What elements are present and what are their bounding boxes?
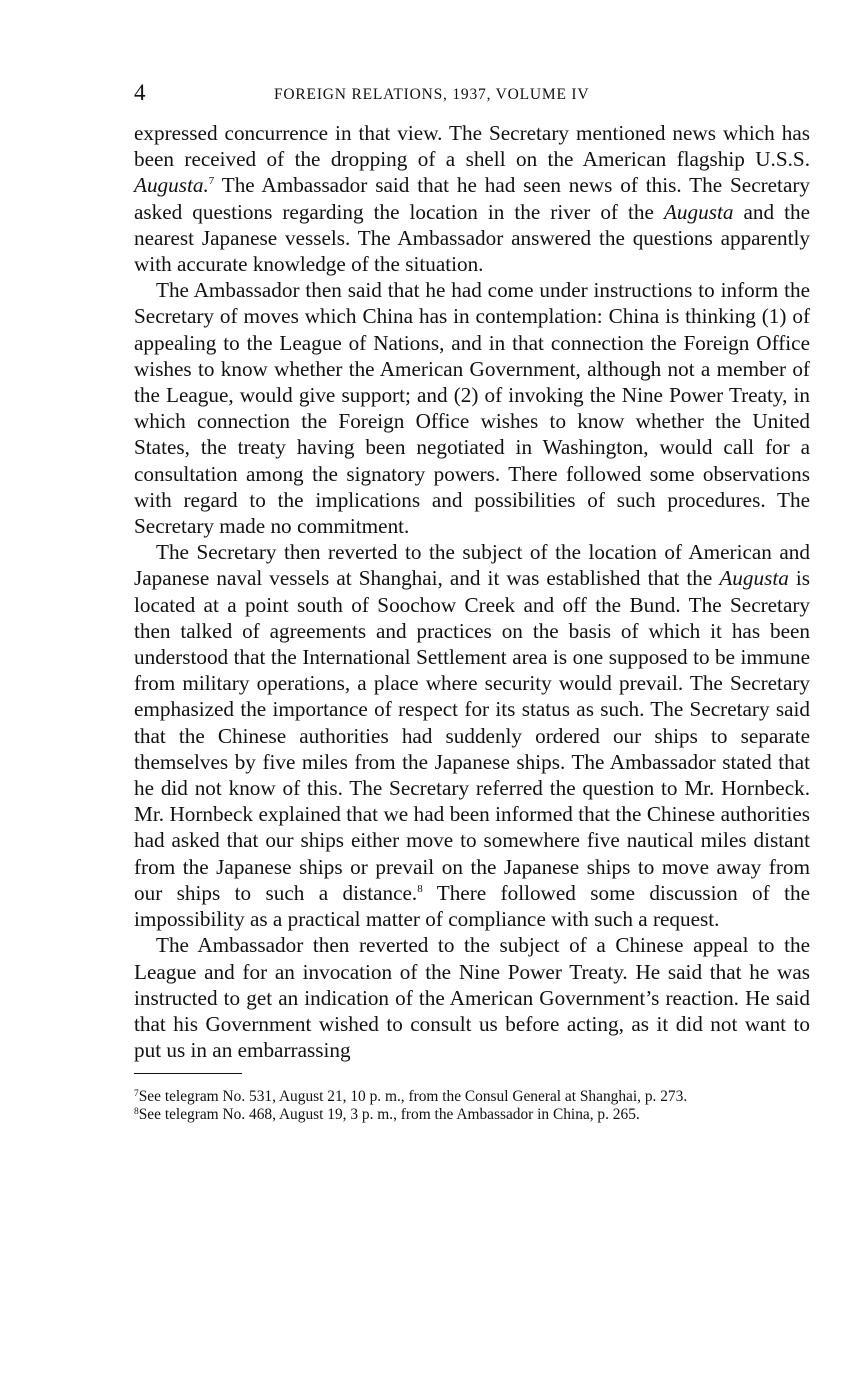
paragraph-4: The Ambassador then reverted to the subject of a Chinese appeal to the League and for an invocation of the Nine Power Treaty. He said that he was instructed to get an indication of the American Government’s reaction. He said that his Government wished to consult us before acting, as it did not want to put us in an embarrassing (134, 933, 810, 1063)
body-text (134, 120, 810, 1063)
paragraph-2: The Ambassador then said that he had come under instructions to inform the Secretary of moves which China has in contemplation: China is thinking (1) of appealing to the League of Nations, and in that connection the Foreign Office wishes to know whether the American Government, although not a member of the League, would give support; and (2) of invoking the Nine Power Treaty, in which connection the Foreign Office wishes to know whether the United States, the treaty having been negotiated in Washington, would call for a consultation among the signatory powers. There followed some observations with regard to the implications and possibilities of such procedures. The Secretary made no commitment. (134, 278, 810, 539)
page-header (134, 78, 810, 112)
paragraph-3 (134, 539, 810, 932)
paragraph-3-text-a: The Secretary then reverted to the subject of the location of American and Japanese naval vessels at Shanghai, and it was established that the (134, 540, 810, 591)
footnote-8 (134, 1106, 810, 1124)
footnote-ref-7: 7 (208, 175, 215, 188)
document-page (134, 78, 810, 1123)
footnote-divider (134, 1073, 242, 1074)
footnote-7 (134, 1088, 810, 1106)
paragraph-1-italic-augusta-2: Augusta (663, 199, 734, 224)
paragraph-3-text-c: There followed some discussion of the impossibility as a practical matter of compliance with such a request. (134, 880, 810, 932)
paragraph-1-italic-augusta: Augusta. (134, 173, 209, 198)
footnote-7-text: See telegram No. 531, August 21, 10 p. m., from the Consul General at Shanghai, p. 273. (138, 1088, 688, 1106)
paragraph-1 (134, 120, 810, 277)
footnote-ref-8: 8 (417, 882, 423, 895)
paragraph-1-text-c: and the nearest Japanese vessels. The Ambassador answered the questions apparently with accurate knowledge of the situation. (134, 199, 810, 277)
footnotes (134, 1088, 810, 1123)
page-number: 4 (134, 80, 146, 105)
paragraph-1-text-a: expressed concurrence in that view. The Secretary mentioned news which has been received of the dropping of a shell on the American flagship U.S.S. (134, 121, 810, 172)
paragraph-3-italic-augusta: Augusta (719, 566, 789, 591)
running-head: FOREIGN RELATIONS, 1937, VOLUME IV (274, 86, 590, 103)
paragraph-3-text-b: is located at a point south of Soochow Creek and off the Bund. The Secretary then talked of agreements and practices on the basis of which it has been understood that the International Settlement area is one supposed to be immune from military operations, a place where security would prevail. The Secretary emphasized the importance of respect for its status as such. The Secretary said that the Chinese authorities had suddenly ordered our ships to separate themselves by five miles from the Japanese ships. The Ambassador stated that he did not know of this. The Secretary referred the question to Mr. Hornbeck. Mr. Hornbeck explained that we had been informed that the Chinese authorities had asked that our ships either move to somewhere five nautical miles distant from the Japanese ships or prevail on the Japanese ships to move away from our ships to such a distance. (134, 566, 810, 905)
footnote-mark-7: 7 (134, 1089, 139, 1100)
footnote-mark-8: 8 (134, 1106, 139, 1117)
footnote-8-text: See telegram No. 468, August 19, 3 p. m., from the Ambassador in China, p. 265. (138, 1105, 640, 1123)
paragraph-1-text-b: The Ambassador said that he had seen news of this. The Secretary asked questions regarding the location in the river of the (134, 173, 810, 224)
